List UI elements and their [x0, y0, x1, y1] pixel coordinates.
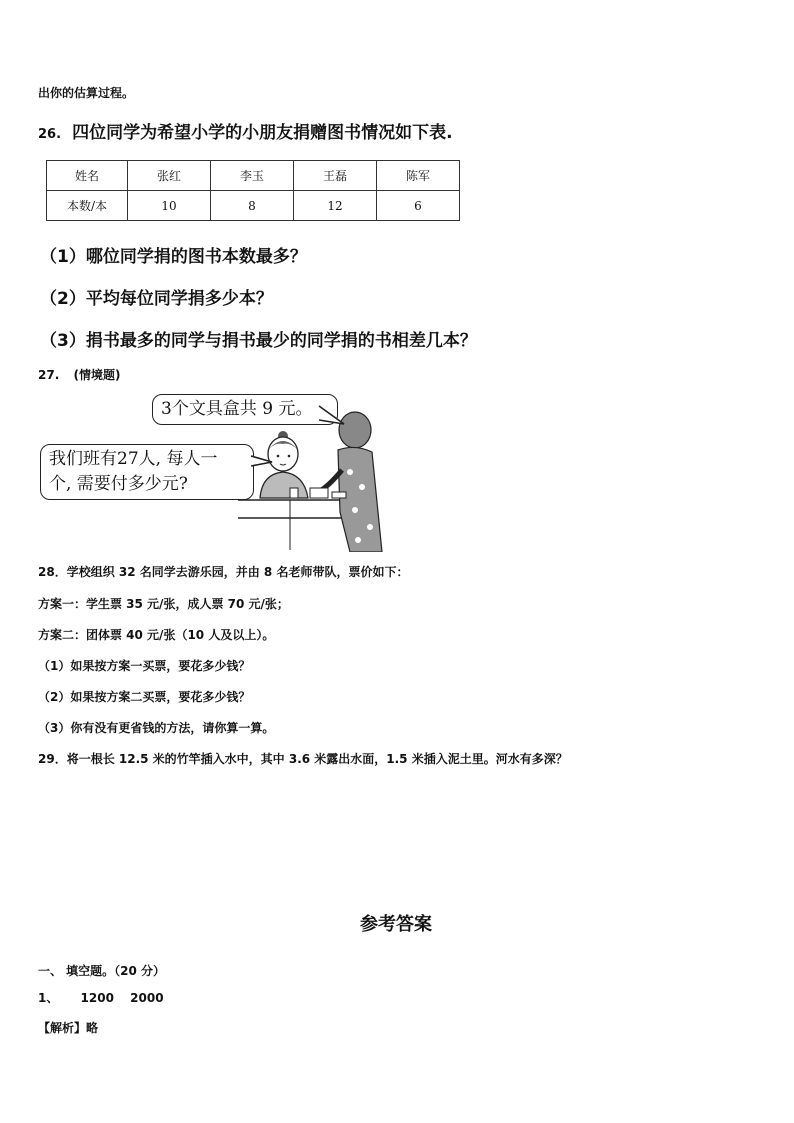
q26-sub1: （1）哪位同学捐的图书本数最多？	[40, 247, 307, 267]
q26-sub2: （2）平均每位同学捐多少本？	[40, 289, 273, 309]
table-cell: 王磊	[294, 161, 377, 191]
q26-text: 四位同学为希望小学的小朋友捐赠图书情况如下表.	[72, 123, 453, 143]
q28-text: 28．学校组织 32 名同学去游乐园，并由 8 名老师带队，票价如下：	[38, 565, 409, 579]
answer-analysis: 【解析】略	[38, 1021, 99, 1035]
q29-text: 29．将一根长 12.5 米的竹竿插入水中，其中 3.6 米露出水面，1.5 米插入泥土里。河水有多深？	[38, 752, 568, 766]
table-cell: 本数/本	[47, 191, 128, 221]
answer-item-1	[38, 989, 164, 1006]
table-cell: 姓名	[47, 161, 128, 191]
table-row	[47, 191, 460, 221]
girl-speech-bubble	[40, 444, 254, 500]
q28-plan1: 方案一：学生票 35 元/张，成人票 70 元/张；	[38, 597, 289, 611]
bubble-tail-icon	[250, 452, 274, 472]
bubble-tail-icon	[318, 404, 346, 428]
answers-title: 参考答案	[360, 914, 432, 935]
q28-sub2: （2）如果按方案二买票，要花多少钱？	[38, 690, 251, 704]
table-cell: 10	[128, 191, 211, 221]
q26-sub3: （3）捐书最多的同学与捐书最少的同学捐的书相差几本？	[40, 331, 477, 351]
q27-number: 27.	[38, 368, 60, 382]
q27-heading	[38, 366, 120, 383]
answers-section-heading: 一、 填空题。（20 分）	[38, 964, 166, 978]
donation-table	[46, 160, 460, 221]
answer-value: 2000	[130, 991, 164, 1005]
q27-tag: (情境题)	[73, 368, 121, 382]
table-cell: 12	[294, 191, 377, 221]
girl-speech-line1: 我们班有27人, 每人一	[49, 449, 218, 469]
table-cell: 张红	[128, 161, 211, 191]
intro-tail-text: 出你的估算过程。	[38, 86, 135, 100]
table-cell: 6	[377, 191, 460, 221]
q26-number: 26.	[38, 127, 62, 142]
table-cell: 李玉	[211, 161, 294, 191]
answer-item-number: 1、	[38, 991, 59, 1005]
girl-speech-line2: 个, 需要付多少元?	[49, 474, 188, 494]
table-cell: 8	[211, 191, 294, 221]
teacher-speech-bubble	[152, 394, 338, 425]
q26-heading	[38, 118, 453, 143]
teacher-speech-text: 3个文具盒共 9 元。	[161, 399, 313, 419]
table-cell: 陈军	[377, 161, 460, 191]
table-header-row	[47, 161, 460, 191]
q28-sub3: （3）你有没有更省钱的方法，请你算一算。	[38, 721, 275, 735]
answer-value: 1200	[80, 991, 114, 1005]
q28-sub1: （1）如果按方案一买票，要花多少钱？	[38, 659, 251, 673]
q28-plan2: 方案二：团体票 40 元/张（10 人及以上）。	[38, 628, 275, 642]
